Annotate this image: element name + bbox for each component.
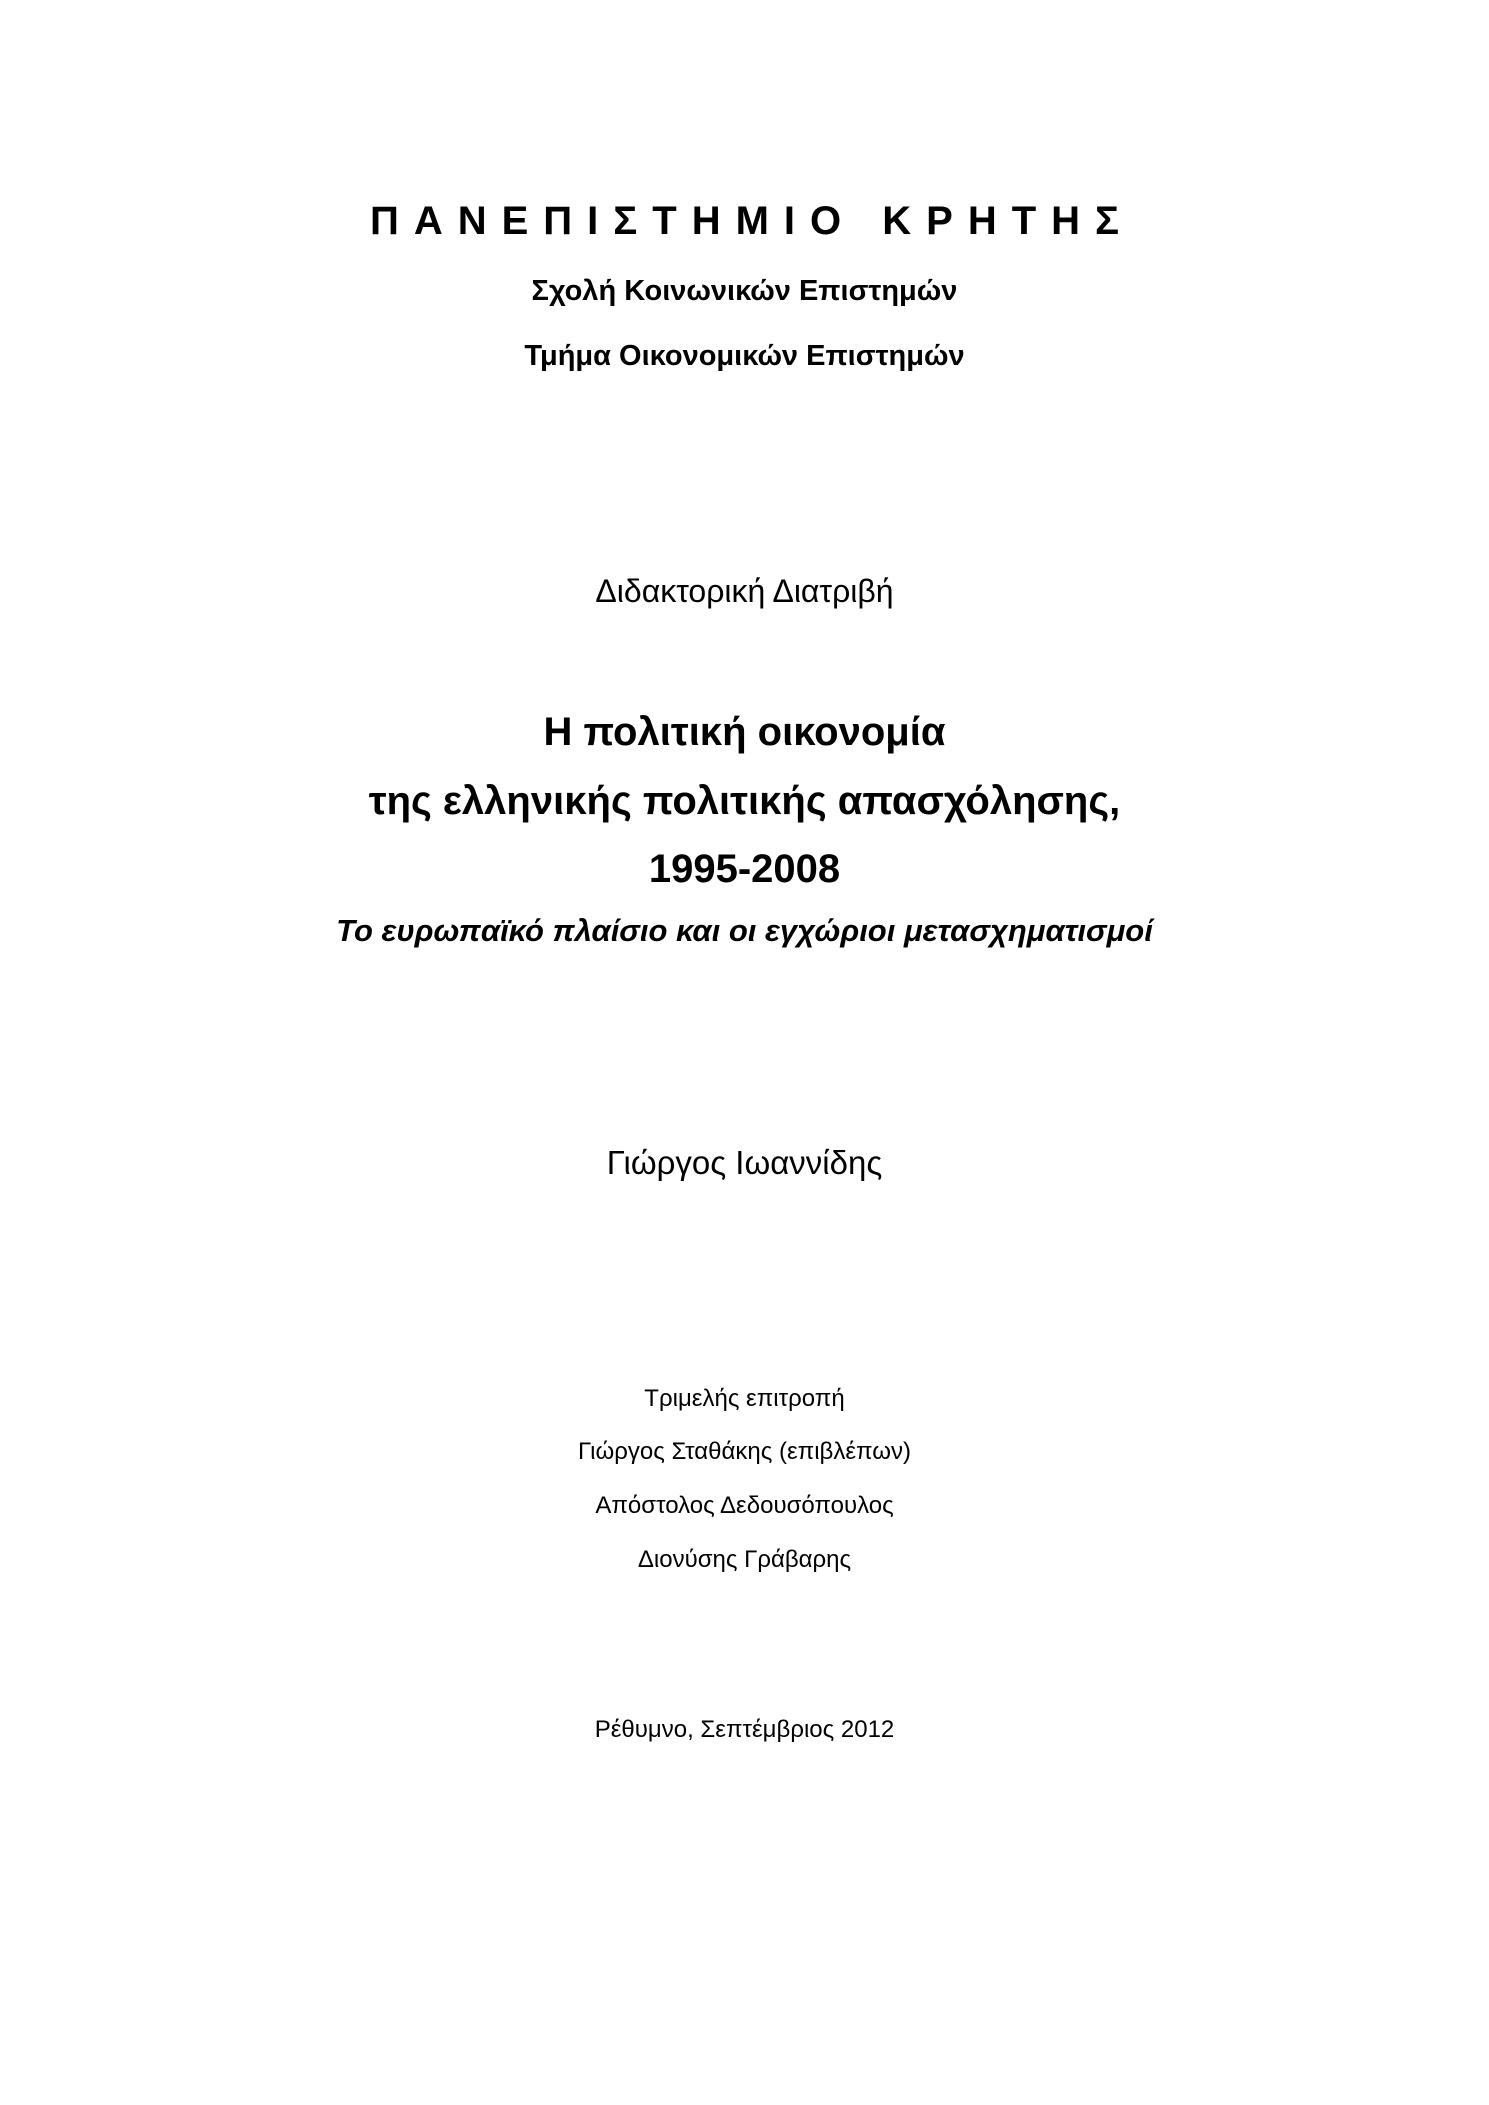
thesis-subtitle: Το ευρωπαϊκό πλαίσιο και οι εγχώριοι μετασχηματισμοί [336,913,1153,948]
place-and-date: Ρέθυμνο, Σεπτέμβριος 2012 [594,1716,895,1743]
thesis-title-line-1: Η πολιτική οικονομία [543,710,946,754]
author-name: Γιώργος Ιωαννίδης [606,1144,883,1181]
committee-member: Διονύσης Γράβαρης [637,1546,852,1573]
thesis-type: Διδακτορική Διατριβή [595,573,894,609]
university-name: ΠΑΝΕΠΙΣΤΗΜΙΟ ΚΡΗΤΗΣ [369,199,1135,243]
thesis-title-line-3: 1995-2008 [648,847,841,891]
school-name: Σχολή Κοινωνικών Επιστημών [531,275,958,307]
committee-title: Τριμελής επιτροπή [644,1385,845,1412]
department-name: Τμήμα Οικονομικών Επιστημών [524,340,965,372]
thesis-title-line-2: της ελληνικής πολιτικής απασχόλησης, [368,779,1121,823]
committee-member: Γιώργος Σταθάκης (επιβλέπων) [577,1438,912,1465]
committee-member: Απόστολος Δεδουσόπουλος [595,1492,894,1519]
